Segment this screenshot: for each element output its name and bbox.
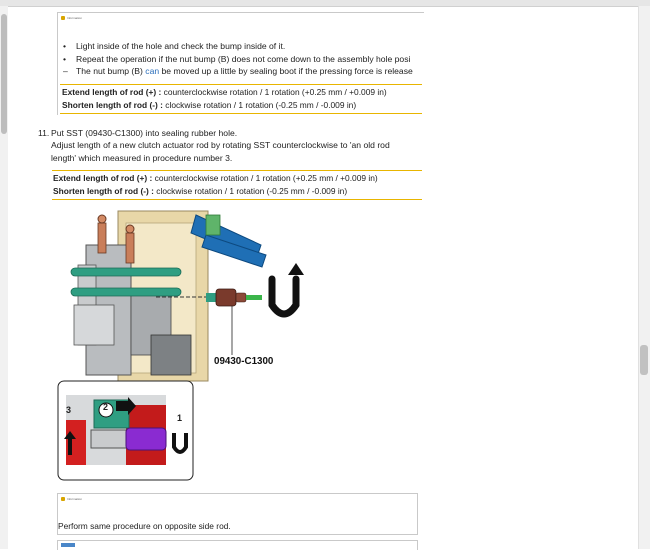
bullet-item: • Light inside of the hole and check the bump inside of it. xyxy=(63,41,286,51)
shorten-rod-note: Shorten length of rod (-) : clockwise rotation / 1 rotation (-0.25 mm / -0.009 in) xyxy=(53,186,348,196)
arrow-head-icon xyxy=(288,263,304,275)
divider-line xyxy=(60,113,422,114)
information-label: Information xyxy=(61,497,82,501)
inset-label-1: 1 xyxy=(177,413,183,423)
next-section-icon xyxy=(61,543,75,547)
inset-label-3: 3 xyxy=(66,405,72,415)
divider-line xyxy=(60,84,422,85)
sst-tool xyxy=(206,289,262,355)
step-number: 11. xyxy=(38,128,50,138)
clutch-actuator-illustration xyxy=(56,205,316,482)
page-scrollbar[interactable] xyxy=(638,6,650,549)
divider-line xyxy=(52,199,422,200)
left-scrollbar-thumb[interactable] xyxy=(1,14,7,134)
extend-rod-note: Extend length of rod (+) : counterclockwise rotation / 1 rotation (+0.25 mm / +0.009 in) xyxy=(53,173,378,183)
inset-label-2: 2 xyxy=(103,402,109,412)
left-scrollbar[interactable] xyxy=(0,6,8,549)
divider-line xyxy=(52,170,422,171)
page-scrollbar-thumb[interactable] xyxy=(640,345,648,375)
shorten-rod-note: Shorten length of rod (-) : clockwise rotation / 1 rotation (-0.25 mm / -0.009 in) xyxy=(62,100,357,110)
window-top-bar xyxy=(0,0,650,7)
extend-rod-note: Extend length of rod (+) : counterclockwise rotation / 1 rotation (+0.25 mm / +0.009 in) xyxy=(62,87,387,97)
bullet-item: • Repeat the operation if the nut bump (B) does not come down to the assembly hole posi xyxy=(63,53,411,64)
perform-note: Perform same procedure on opposite side rod. xyxy=(58,521,231,531)
information-icon xyxy=(61,497,65,501)
sst-part-number: 09430-C1300 xyxy=(214,356,274,367)
information-icon xyxy=(61,16,65,20)
information-bullets xyxy=(58,40,424,78)
can-link[interactable]: can xyxy=(145,66,160,76)
detail-inset xyxy=(58,381,193,480)
bullet-item: – The nut bump (B) can be moved up a little by sealing boot if the pressing force is release xyxy=(63,66,413,76)
information-label: Information xyxy=(61,16,82,20)
step-11: 11. Put SST (09430-C1300) into sealing rubber hole. Adjust length of a new clutch actuator rod by rotating SST counterclockwise to 'an old rod length' which measured in procedure number 3. xyxy=(38,128,390,163)
rotation-arrow-icon xyxy=(272,279,296,314)
